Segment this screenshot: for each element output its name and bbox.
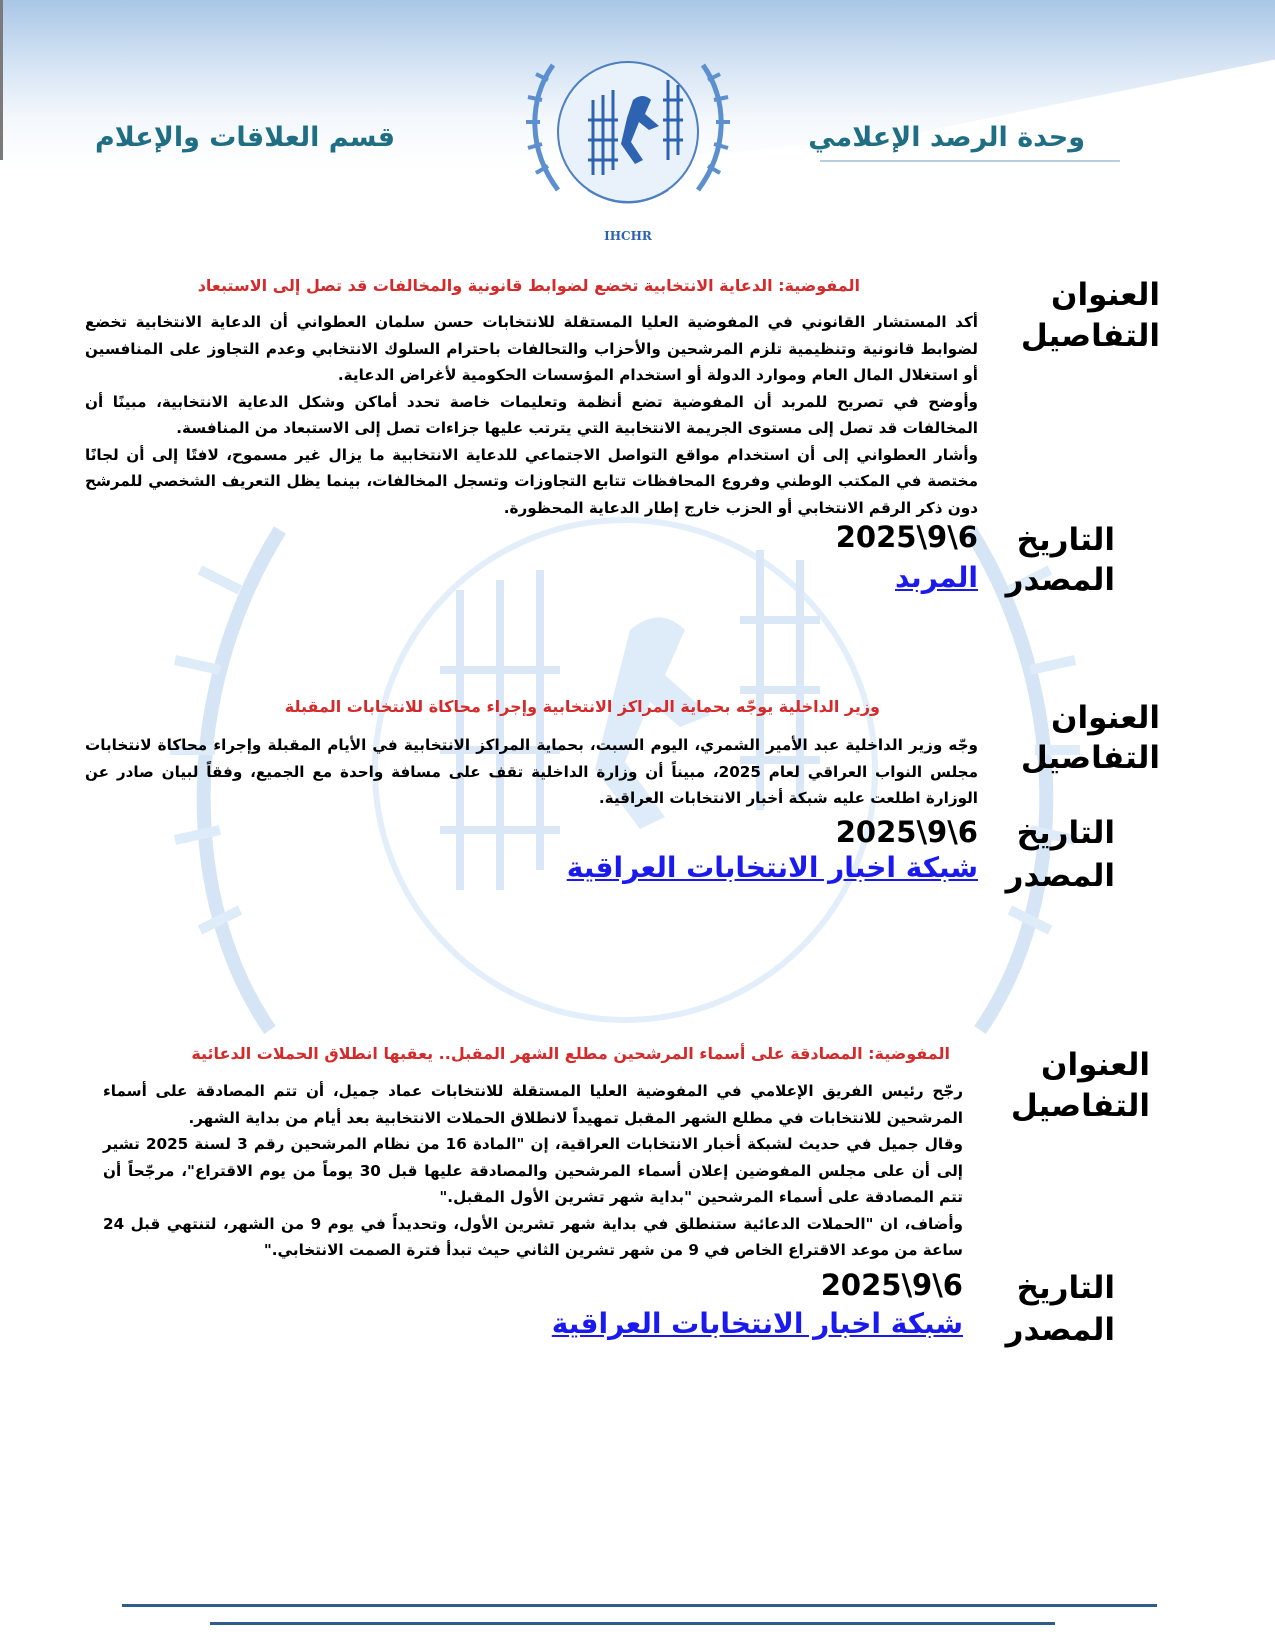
entry1-details: [85, 309, 978, 521]
entry3-date-label: التاريخ: [1016, 1270, 1115, 1306]
header-title-media-monitoring: وحدة الرصد الإعلامي: [808, 122, 1085, 153]
ihchr-logo: [518, 40, 738, 245]
entry2-title-label: العنوان: [1051, 700, 1160, 736]
entry3-details: [103, 1078, 963, 1264]
entry1-headline: المفوضية: الدعاية الانتخابية تخضع لضوابط قانونية والمخالفات قد تصل إلى الاستبعاد: [197, 276, 860, 295]
entry2-date: 2025\9\6: [835, 815, 978, 849]
entry1-title-label: العنوان: [1051, 277, 1160, 313]
entry3-source-label: المصدر: [1005, 1312, 1115, 1348]
footer-line-bottom: [210, 1622, 1055, 1625]
entry2-details: [85, 732, 978, 812]
entry3-details-label: التفاصيل: [1010, 1088, 1150, 1124]
entry3-title-label: العنوان: [1041, 1047, 1150, 1083]
entry3-paragraph: رجّح رئيس الفريق الإعلامي في المفوضية العليا المستقلة للانتخابات عماد جميل، أن تتم المصادقة على أسماء المرشحين للانتخابات في مطلع الشهر المقبل تمهيداً لانطلاق الحملات الانتخابية بعد أيام من بداية الشهر.: [103, 1082, 963, 1127]
footer-line-top: [122, 1604, 1157, 1607]
entry3-paragraph: وقال جميل في حديث لشبكة أخبار الانتخابات العراقية، إن "المادة 16 من نظام المرشحين رقم 3 لسنة 2025 تشير إلى أن على مجلس المفوضين إعلان أسماء المرشحين والمصادقة عليها قبل 30 يوماً من يوم الاقتراع"، مرجّحاً أن تتم المصادقة على أسماء المرشحين "بداية شهر تشرين الأول المقبل.": [103, 1135, 963, 1206]
entry2-source-label: المصدر: [1005, 858, 1115, 894]
entry2-source-link[interactable]: شبكة اخبار الانتخابات العراقية: [566, 851, 978, 884]
entry3-date: 2025\9\6: [820, 1268, 963, 1302]
entry1-paragraph: وأوضح في تصريح للمربد أن المفوضية تضع أنظمة وتعليمات خاصة تحدد أماكن وشكل الدعاية الانتخابية، مبينًا أن المخالفات قد تصل إلى مستوى الجريمة الانتخابية التي يترتب عليها جزاءات تصل إلى الاستبعاد من المنافسة.: [85, 392, 978, 437]
entry1-details-label: التفاصيل: [1020, 318, 1160, 354]
logo-caption: IHCHR: [604, 229, 652, 243]
entry2-paragraph: وجّه وزير الداخلية عبد الأمير الشمري، اليوم السبت، بحماية المراكز الانتخابية في الأيام المقبلة وإجراء محاكاة لانتخابات مجلس النواب العراقي لعام 2025، مبيناً أن وزارة الداخلية تقف على مسافة واحدة مع الجميع، وفقاً لبيان صادر عن الوزارة اطلعت عليه شبكة أخبار الانتخابات العراقية.: [85, 736, 978, 807]
entry1-date: 2025\9\6: [835, 520, 978, 554]
entry2-details-label: التفاصيل: [1020, 740, 1160, 776]
entry2-headline: وزير الداخلية يوجّه بحماية المراكز الانتخابية وإجراء محاكاة للانتخابات المقبلة: [284, 697, 880, 716]
entry3-paragraph: وأضاف، ان "الحملات الدعائية ستنطلق في بداية شهر تشرين الأول، وتحديداً في يوم 9 من الشهر، لتنتهي قبل 24 ساعة من موعد الاقتراع الخاص في 9 من شهر تشرين الثاني حيث تبدأ فترة الصمت الانتخابي.": [103, 1214, 963, 1259]
entry1-paragraph: وأشار العطواني إلى أن استخدام مواقع التواصل الاجتماعي للدعاية الانتخابية ما يزال غير مسموح، لافتًا إلى أن لجانًا مختصة في المكتب الوطني وفروع المحافظات تتابع التجاوزات وتسجل المخالفات، بينما يظل التعريف الشخصي للمرشح دون ذكر الرقم الانتخابي أو الحزب خارج إطار الدعاية المحظورة.: [85, 445, 978, 517]
header-left-bar: [0, 0, 3, 160]
entry1-source-label: المصدر: [1005, 562, 1115, 598]
entry2-date-label: التاريخ: [1016, 815, 1115, 851]
entry1-date-label: التاريخ: [1016, 522, 1115, 558]
entry1-source-link[interactable]: المربد: [895, 561, 978, 594]
entry3-source-link[interactable]: شبكة اخبار الانتخابات العراقية: [551, 1307, 963, 1340]
header-underline-right: [820, 160, 1120, 162]
entry3-headline: المفوضية: المصادقة على أسماء المرشحين مطلع الشهر المقبل.. يعقبها انطلاق الحملات الدعائية: [191, 1044, 950, 1063]
entry1-paragraph: أكد المستشار القانوني في المفوضية العليا المستقلة للانتخابات حسن سلمان العطواني أن الدعاية الانتخابية تخضع لضوابط قانونية وتنظيمية تلزم المرشحين والأحزاب والتحالفات باحترام السلوك الانتخابي وعدم التجاوز على المنافسين أو استغلال المال العام وموارد الدولة أو استخدام المؤسسات الحكومية لأغراض الدعاية.: [85, 313, 978, 384]
header-title-relations: قسم العلاقات والإعلام: [95, 122, 396, 153]
